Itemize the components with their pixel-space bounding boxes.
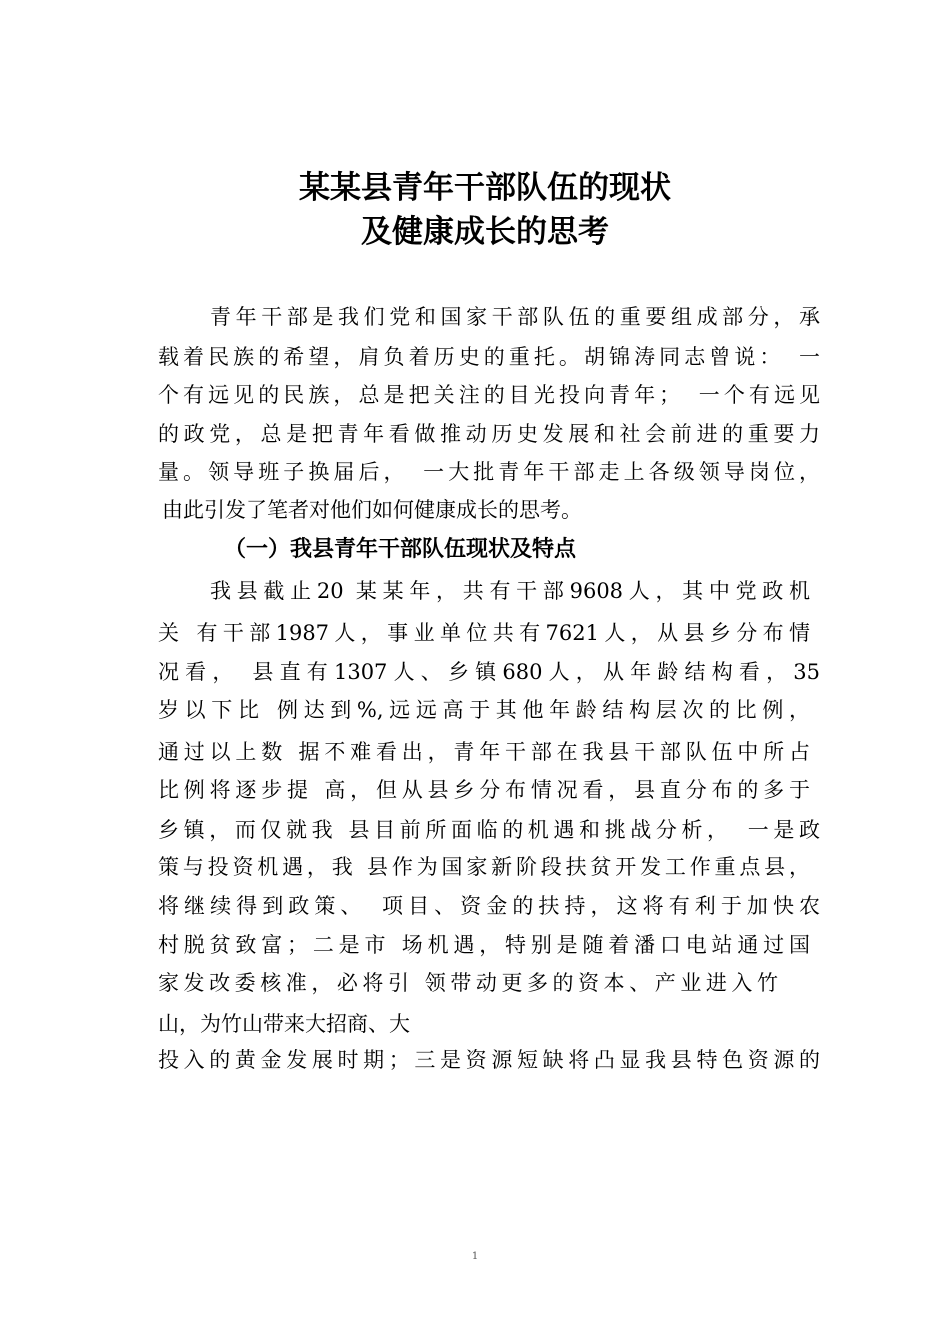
- body-line: 比例将逐步提 高，但从县乡分布情况看，县直分布的多于: [158, 778, 810, 802]
- body-line: 我县截止20 某某年，共有干部9608人，其中党政机: [210, 579, 810, 603]
- body-line: 关 有干部1987人，事业单位共有7621人，从县乡分布情: [158, 621, 810, 645]
- body-line: 将继续得到政策、 项目、资金的扶持，这将有利于加快农: [158, 894, 820, 918]
- body-line: 山，为竹山带来大招商、大: [158, 1012, 410, 1036]
- body-line: 岁以下比 例达到%,远远高于其他年龄结构层次的比例，: [158, 698, 810, 722]
- body-line: 况看， 县直有1307人、乡镇680人，从年龄结构看，35: [158, 660, 820, 684]
- body-line: 投入的黄金发展时期；三是资源短缺将凸显我县特色资源的: [158, 1048, 820, 1072]
- body-line: 通过以上数 据不难看出，青年干部在我县干部队伍中所占: [158, 740, 810, 764]
- body-line: 乡镇，而仅就我 县目前所面临的机遇和挑战分析， 一是政: [158, 818, 820, 842]
- intro-line: 青年干部是我们党和国家干部队伍的重要组成部分，承: [210, 305, 820, 329]
- body-line: 策与投资机遇，我 县作为国家新阶段扶贫开发工作重点县，: [158, 855, 810, 879]
- intro-line: 个有远见的民族，总是把关注的目光投向青年； 一个有远见: [158, 383, 820, 407]
- intro-line: 的政党，总是把青年看做推动历史发展和社会前进的重要力: [158, 422, 820, 446]
- document-title-line-1: 某某县青年干部队伍的现状: [299, 170, 671, 206]
- intro-line: 量。领导班子换届后， 一大批青年干部走上各级领导岗位，: [158, 460, 820, 484]
- body-line: 村脱贫致富；二是市 场机遇，特别是随着潘口电站通过国: [158, 933, 810, 957]
- intro-line: 载着民族的希望，肩负着历史的重托。胡锦涛同志曾说： 一: [158, 345, 820, 369]
- intro-line: 由此引发了笔者对他们如何健康成长的思考。: [162, 498, 582, 522]
- page-number: 1: [471, 1251, 479, 1262]
- body-line: 家发改委核准，必将引 领带动更多的资本、产业进入竹: [158, 971, 778, 995]
- section-heading: （一）我县青年干部队伍现状及特点: [224, 537, 577, 562]
- document-title-line-2: 及健康成长的思考: [361, 214, 609, 250]
